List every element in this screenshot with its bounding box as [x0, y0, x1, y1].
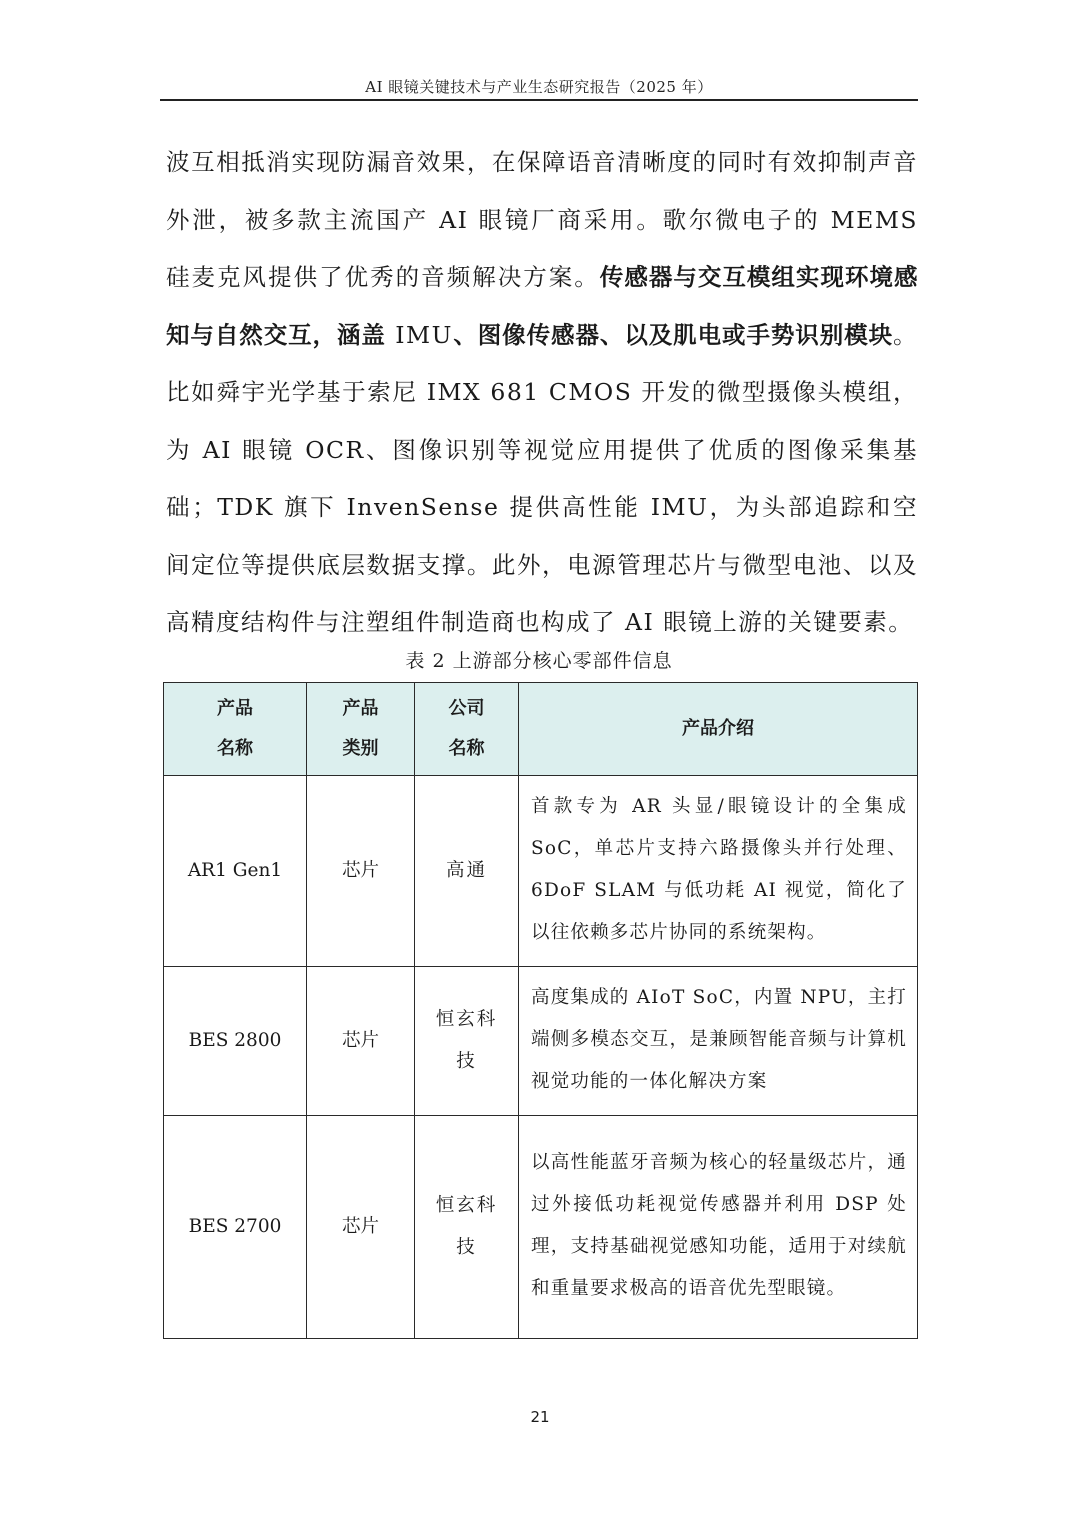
table-row [164, 1116, 918, 1339]
body-bold-text-2: 、图像传感器、以及肌电或手势识别模块 [452, 320, 894, 349]
table-caption: 表 2 上游部分核心零部件信息 [405, 650, 673, 672]
cell-company-name [415, 776, 519, 967]
body-text-c: 。比如舜宇光学基于索尼 IMX 681 CMOS 开发的微型摄像头模组，为 AI 眼镜 OCR、图像识别等视觉应用提供了优质的图像采集基础；TDK 旗下 InvenSense 提供高性能 IMU，为头部追踪和空间定位等提供底层数据支撑。此外，电源管理芯片与微型电池、以及高精度结构件与注塑组件制造商也构成了 AI 眼镜上游的关键要素。 [166, 320, 919, 636]
cell-product-intro: 高度集成的 AIoT SoC，内置 NPU，主打端侧多模态交互，是兼顾智能音频与计算机视觉功能的一体化解决方案 [519, 967, 918, 1116]
table-row [164, 776, 918, 967]
cell-company-line1: 恒玄科 [435, 1195, 498, 1216]
cell-product-category: 芯片 [307, 1116, 415, 1339]
header-product-intro: 产品介绍 [519, 683, 918, 776]
cell-company-name [415, 967, 519, 1116]
cell-product-name: AR1 Gen1 [164, 776, 307, 967]
header-rule [160, 99, 918, 101]
cell-company-line1: 高通 [445, 860, 487, 881]
header-company-name [415, 683, 519, 776]
body-paragraph [166, 134, 918, 652]
table-row [164, 967, 918, 1116]
cell-product-category: 芯片 [307, 967, 415, 1116]
cell-product-name: BES 2800 [164, 967, 307, 1116]
header-product-category-line2: 类别 [342, 738, 379, 759]
header-company-name-line1: 公司 [448, 698, 485, 719]
header-product-name-line2: 名称 [217, 738, 253, 759]
header-product-name [164, 683, 307, 776]
body-text-a: 波互相抵消实现防漏音效果，在保障语音清晰度的同时有效抑制声音外泄，被多款主流国产 AI 眼镜厂商采用。歌尔微电子的 MEMS 硅麦克风提供了优秀的音频解决方案。 [166, 148, 918, 291]
cell-product-name: BES 2700 [164, 1116, 307, 1339]
body-text-b: IMU [385, 320, 453, 349]
header-product-category [307, 683, 415, 776]
cell-product-category: 芯片 [307, 776, 415, 967]
header-product-category-line1: 产品 [342, 698, 379, 719]
cell-product-intro: 以高性能蓝牙音频为核心的轻量级芯片，通过外接低功耗视觉传感器并利用 DSP 处理，支持基础视觉感知功能，适用于对续航和重量要求极高的语音优先型眼镜。 [519, 1116, 918, 1339]
table-header-row [164, 683, 918, 776]
cell-product-intro: 首款专为 AR 头显/眼镜设计的全集成 SoC，单芯片支持六路摄像头并行处理、6DoF SLAM 与低功耗 AI 视觉，简化了以往依赖多芯片协同的系统架构。 [519, 776, 918, 967]
running-header: AI 眼镜关键技术与产业生态研究报告（2025 年） [365, 78, 713, 96]
header-product-name-line1: 产品 [217, 698, 253, 719]
components-table [163, 682, 918, 1339]
page-number: 21 [530, 1408, 550, 1426]
cell-company-line2: 技 [456, 1051, 477, 1072]
header-company-name-line2: 名称 [448, 738, 485, 759]
cell-company-line1: 恒玄科 [435, 1009, 498, 1030]
body-bold-text: 传感器与交互模组实现环境感知与自然交互，涵盖 [166, 263, 919, 349]
cell-company-line2: 技 [456, 1237, 477, 1258]
cell-company-name [415, 1116, 519, 1339]
